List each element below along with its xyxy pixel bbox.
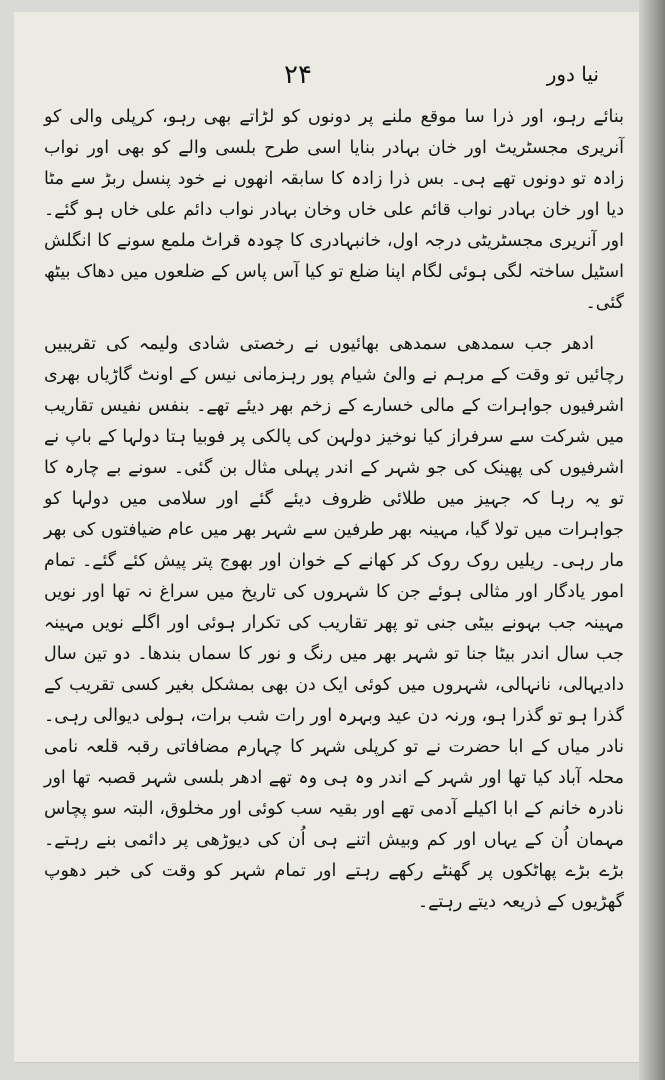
spine-shadow [639, 0, 665, 1080]
body-text [44, 102, 624, 918]
paragraph-2: ادھر جب سمدھی سمدھی بھائیوں نے رخصتی شادی ولیمہ کی تقریبیں رچائیں تو وقت کے مرہم نے والئ شیام پور رہزمانی نیس کے اونٹ گاڑیاں بھری اشرفیوں جواہرات کے مالی خسارے کے زخم بھر دیئے تھے۔ بنفس نفیس تقاریب میں شرکت سے سرفراز کیا نوخیز دولہن کی پالکی پر فوبیا ہتا دولہا کے باپ نے اشرفیوں کی پھینک کی جو شہر کے اندر پہلی مثال بن گئی۔ سونے بے چارہ کا تو یہ رہا کہ جہیز میں طلائی ظروف دیئے گئے اور سلامی میں دولہا کو جواہرات میں تولا گیا، مہینہ بھر طرفین سے شہر بھر میں عام ضیافتوں کی بھر مار رہی۔ ریلیں روک روک کر کھانے کے خوان اور بھوج پتر پیش کئے گئے۔ تمام امور یادگار اور مثالی ہوئے جن کا شہروں کی تاریخ میں سراغ نہ تھا اور نویں مہینہ جب بہونے بیٹی جنی تو پھر تقاریب کی تکرار ہوئی اور اگلے نویں مہینہ جب سال اندر بیٹا جنا تو شہر بھر میں رنگ و نور کا سماں بندھا۔ دو تین سال دادیہالی، نانہالی، شہروں میں کوئی ایک دن بھی بمشکل بغیر کسی تقریب کے گذرا ہو تو گذرا ہو، ورنہ دن عید وبہرہ اور رات شب برات، ہولی دیوالی رہی۔ نادر میاں کے ابا حضرت نے تو کرپلی شہر کا چہارم مضافاتی رقبہ قلعہ نامی محلہ آباد کیا تھا اور شہر کے اندر وہ ہی وہ تھے ادھر بلسی شہر قصبہ تھا اور نادرہ خانم کے ابا اکیلے آدمی تھے اور بقیہ سب کوئی اور مخلوق، البتہ سو پچاس مہمان اُن کے یہاں اور کم وبیش اتنے ہی اُن کی دیوڑھی پر دائمی بنے رہتے۔ بڑے بڑے پھاٹکوں پر گھنٹے رکھے رہتے اور تمام شہر کو وقت کی خبر دھوپ گھڑیوں کے ذریعہ دیتے رہتے۔ [44, 334, 624, 912]
running-title: نیا دور [546, 62, 599, 86]
paragraph-1: بنائے رہو، اور ذرا سا موقع ملنے پر دونوں کو لڑاتے بھی رہو، کرپلی والی کو آنریری مجسٹریٹ اور خان بہادر بنایا اسی طرح بلسی والے کو بھی اور نواب زادہ تو دونوں تھے ہی۔ بس ذرا زادہ کا سابقہ انھوں نے خود پنسل ربڑ سے مٹا دیا اور خان بہادر نواب قائم علی خاں وخان بہادر نواب دائم علی خاں ہو گئے۔ اور آنریری مجسٹریٹی درجہ اول، خانبہادری کا چودہ قراٹ ملمع سونے کا انگلش اسٹیل ساختہ لگی ہوئی لگام اپنا ضلع تو کیا آس پاس کے ضلعوں میں دھاک بیٹھ گئی۔ [44, 107, 624, 313]
page-number: ۲۴ [284, 60, 312, 90]
paper-page [14, 12, 639, 1062]
page-header [44, 60, 599, 100]
